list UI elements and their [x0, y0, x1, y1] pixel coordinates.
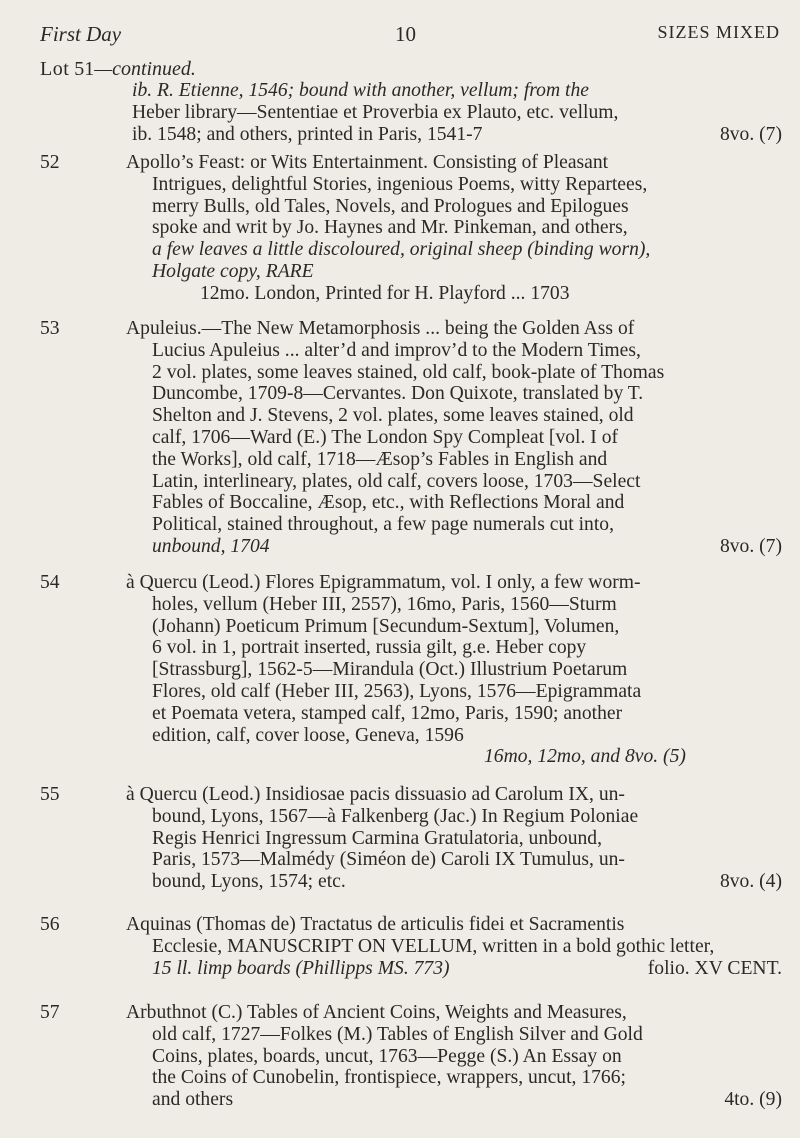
lot-entry-text [126, 1002, 782, 1111]
entry-line: Political, stained throughout, a few page numerals cut into, [152, 514, 614, 536]
entry-line: Duncombe, 1709-8—Cervantes. Don Quixote, translated by T. [152, 383, 644, 405]
entry-line: Apollo’s Feast: or Wits Entertainment. Consisting of Pleasant [126, 152, 609, 173]
entry-format: 8vo. (4) [719, 871, 782, 893]
page-number: 10 [395, 22, 416, 46]
lot-entry-text [132, 80, 782, 145]
entry-line: old calf, 1727—Folkes (M.) Tables of English Silver and Gold [152, 1023, 643, 1045]
lot-entry-text [126, 572, 782, 768]
entry-line [126, 1089, 782, 1111]
entry-format: 8vo. (7) [719, 123, 782, 145]
entry-line: Latin, interlineary, plates, old calf, covers loose, 1703—Select [152, 470, 641, 492]
lot-entry-text [126, 152, 782, 305]
entry-line: bound, Lyons, 1567—à Falkenberg (Jac.) In Regium Poloniae [152, 805, 639, 827]
continued-label: —continued. [94, 58, 196, 80]
entry-line: 16mo, 12mo, and 8vo. (5) [484, 746, 686, 768]
entry-line: à Quercu (Leod.) Flores Epigrammatum, vol. I only, a few worm- [126, 572, 641, 593]
lot-entry-number: 53 [40, 318, 60, 339]
entry-line: Fables of Boccaline, Æsop, etc., with Reflections Moral and [152, 492, 625, 514]
lot-entry-number: 54 [40, 572, 60, 593]
entry-line-text: 15 ll. limp boards (Phillipps MS. 773) [152, 957, 450, 979]
lot-entry-number: 57 [40, 1002, 60, 1023]
entry-line: 6 vol. in 1, portrait inserted, russia gilt, g.e. Heber copy [152, 637, 587, 659]
header-day: First Day [40, 22, 122, 46]
header-section: SIZES MIXED [657, 22, 780, 42]
entry-line: holes, vellum (Heber III, 2557), 16mo, Paris, 1560—Sturm [152, 593, 617, 615]
entry-line-text: ib. 1548; and others, printed in Paris, 1541-7 [132, 123, 483, 145]
entry-line: [Strassburg], 1562-5—Mirandula (Oct.) Illustrium Poetarum [152, 659, 628, 681]
lot-entry-number: 56 [40, 914, 60, 935]
entry-line [126, 536, 782, 558]
entry-line: Aquinas (Thomas de) Tractatus de articulis fidei et Sacramentis [126, 914, 625, 935]
entry-line: 12mo. London, Printed for H. Playford ... 1703 [200, 282, 570, 304]
entry-line: spoke and writ by Jo. Haynes and Mr. Pinkeman, and others, [152, 217, 628, 239]
lot-entry-text [126, 914, 782, 979]
running-header [40, 22, 780, 52]
entry-line [132, 124, 782, 146]
entry-line: calf, 1706—Ward (E.) The London Spy Compleat [vol. I of [152, 426, 619, 448]
entry-line: Shelton and J. Stevens, 2 vol. plates, some leaves stained, old [152, 405, 634, 427]
entry-line: 2 vol. plates, some leaves stained, old calf, book-plate of Thomas [152, 361, 665, 383]
entry-line: merry Bulls, old Tales, Novels, and Prologues and Epilogues [152, 195, 629, 217]
lot-label: Lot [40, 58, 70, 80]
entry-line: edition, calf, cover loose, Geneva, 1596 [152, 724, 464, 746]
entry-line: Coins, plates, boards, uncut, 1763—Pegge (S.) An Essay on [152, 1045, 622, 1067]
entry-line: the Works], old calf, 1718—Æsop’s Fables in English and [152, 448, 608, 470]
entry-line: Arbuthnot (C.) Tables of Ancient Coins, Weights and Measures, [126, 1002, 627, 1023]
lot-continued-heading [40, 58, 196, 81]
entry-line [126, 958, 782, 980]
entry-line: Heber library—Sententiae et Proverbia ex Plauto, etc. vellum, [132, 101, 619, 123]
lot-entry-number: 52 [40, 152, 60, 173]
entry-line-text: bound, Lyons, 1574; etc. [152, 871, 346, 893]
entry-format: 8vo. (7) [719, 535, 782, 557]
entry-line: (Johann) Poeticum Primum [Secundum-Sextum], Volumen, [152, 615, 620, 637]
entry-line: Intrigues, delightful Stories, ingenious Poems, witty Repartees, [152, 173, 648, 195]
entry-line [126, 871, 782, 893]
lot-entry-number: 55 [40, 784, 60, 805]
entry-format: 4to. (9) [724, 1089, 782, 1111]
entry-line: et Poemata vetera, stamped calf, 12mo, Paris, 1590; another [152, 702, 623, 724]
entry-line: Ecclesie, MANUSCRIPT ON VELLUM, written in a bold gothic letter, [152, 935, 715, 957]
lot-entry-text [126, 318, 782, 558]
entry-line: Apuleius.—The New Metamorphosis ... being the Golden Ass of [126, 318, 635, 339]
entry-line: à Quercu (Leod.) Insidiosae pacis dissuasio ad Carolum IX, un- [126, 784, 625, 805]
entry-line-text: and others [152, 1089, 234, 1111]
entry-line: Flores, old calf (Heber III, 2563), Lyons, 1576—Epigrammata [152, 680, 642, 702]
entry-line: a few leaves a little discoloured, original sheep (binding worn), [152, 239, 651, 261]
entry-line: Lucius Apuleius ... alter’d and improv’d to the Modern Times, [152, 339, 641, 361]
entry-line: Regis Henrici Ingressum Carmina Gratulatoria, unbound, [152, 827, 603, 849]
lot-entry-text [126, 784, 782, 893]
lot-number: 51 [74, 58, 95, 80]
entry-line-text: unbound, 1704 [152, 535, 270, 557]
entry-format: folio. XV CENT. [647, 957, 782, 979]
entry-line: Paris, 1573—Malmédy (Siméon de) Caroli IX Tumulus, un- [152, 849, 625, 871]
entry-line: ib. R. Etienne, 1546; bound with another, vellum; from the [132, 80, 589, 101]
entry-line: the Coins of Cunobelin, frontispiece, wrappers, uncut, 1766; [152, 1067, 626, 1089]
entry-line: Holgate copy, RARE [152, 260, 314, 282]
